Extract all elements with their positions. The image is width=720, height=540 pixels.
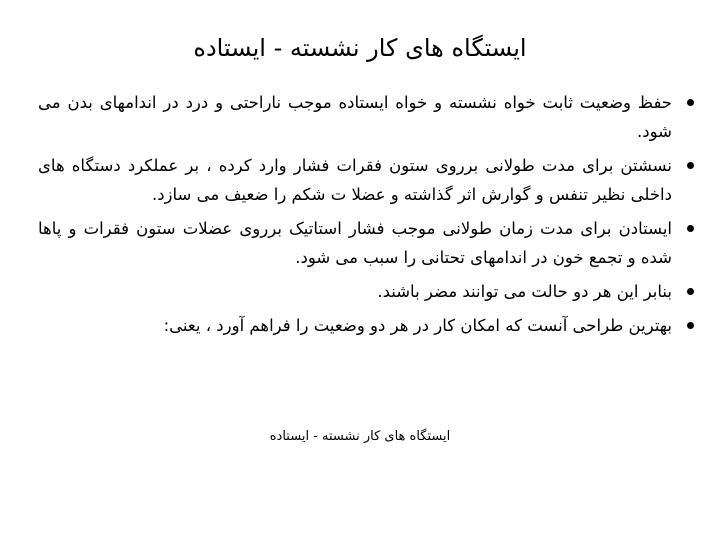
slide-footer: ایستگاه های کار نشسته - ایستاده xyxy=(269,429,451,444)
bullet-item xyxy=(38,151,698,209)
bullet-item xyxy=(38,277,698,306)
bullet-dot-icon xyxy=(687,99,694,106)
bullet-text: حفظ وضعیت ثابت خواه نشسته و خواه ایستاده موجب ناراحتی و درد در اندامهای بدن می شود. xyxy=(38,93,672,141)
bullet-dot-icon xyxy=(687,322,694,329)
slide-title: ایستگاه های کار نشسته - ایستاده xyxy=(193,34,527,62)
bullet-item xyxy=(38,214,698,272)
bullet-dot-icon xyxy=(687,225,694,232)
bullet-list xyxy=(38,88,698,345)
bullet-text: نسشتن برای مدت طولانی برروی ستون فقرات فشار وارد کرده ، بر عملکرد دستگاه های داخلی نظیر تنفس و گوارش اثر گذاشته و عضلا ت شکم را ضعیف می سازد. xyxy=(38,156,672,204)
bullet-dot-icon xyxy=(687,162,694,169)
bullet-item xyxy=(38,311,698,340)
bullet-dot-icon xyxy=(687,288,694,295)
bullet-item xyxy=(38,88,698,146)
bullet-text: بهترین طراحی آنست که امکان کار در هر دو وضعیت را فراهم آورد ، یعنی: xyxy=(163,316,672,335)
bullet-text: ایستادن برای مدت زمان طولانی موجب فشار استاتیک برروی عضلات ستون فقرات و پاها شده و تجمع خون در اندامهای تحتانی را سبب می شود. xyxy=(38,219,672,267)
bullet-text: بنابر این هر دو حالت می توانند مضر باشند. xyxy=(377,282,672,301)
